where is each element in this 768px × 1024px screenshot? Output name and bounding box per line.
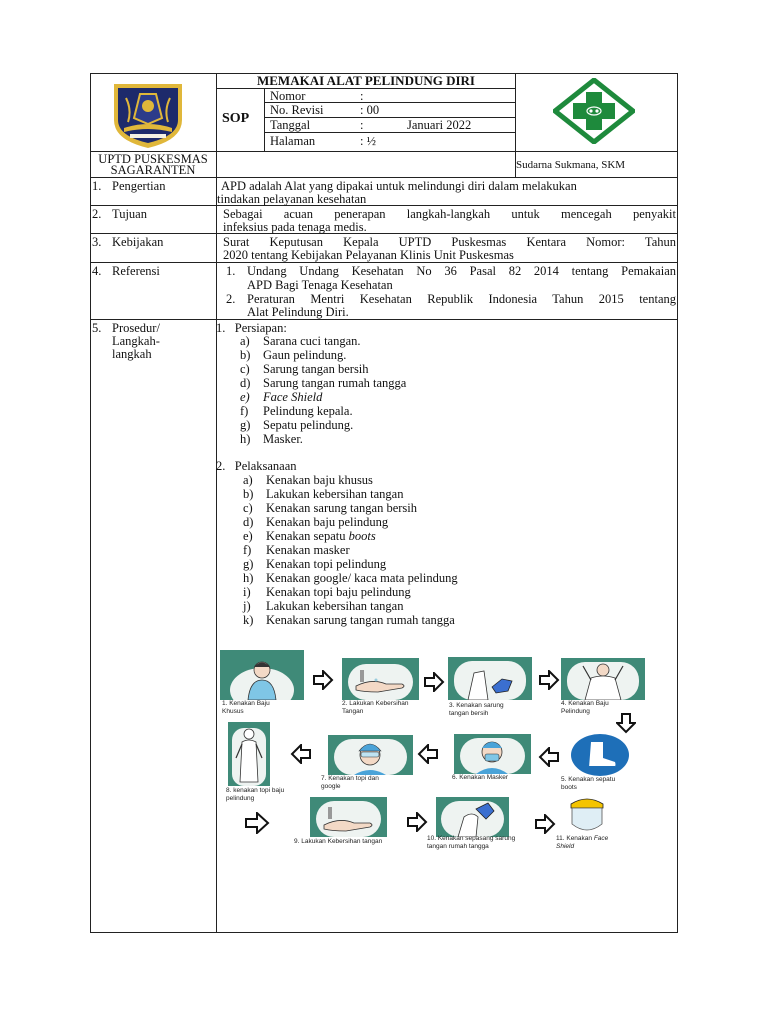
list-item: Sarung tangan rumah tangga (263, 376, 407, 390)
row-pengertian-text1: APD adalah Alat yang dipakai untuk melindungi diri dalam melakukan (221, 179, 577, 193)
row-tujuan-num: 2. (92, 207, 102, 221)
step-10-caption: 10. Kenakan sepasang sarung tangan rumah tangga (427, 835, 516, 850)
list-item: Sarung tangan bersih (263, 362, 369, 376)
list-item: b) (240, 348, 251, 362)
list-item: g) (240, 418, 251, 432)
org-name-line1: UPTD PUSKESMAS (98, 152, 208, 166)
hand-washing-icon (310, 797, 387, 837)
step-3-image (448, 657, 532, 700)
left-arrow-icon (538, 747, 560, 767)
list-item: Kenakan google/ kaca mata pelindung (266, 571, 458, 585)
row-kebijakan-num: 3. (92, 235, 102, 249)
left-arrow-icon (417, 744, 439, 764)
right-logo (553, 78, 635, 144)
list-item: Masker. (263, 432, 303, 446)
field-tanggal-label: Tanggal (270, 118, 311, 132)
down-arrow-icon (616, 712, 636, 734)
list-item: Kenakan masker (266, 543, 350, 557)
protective-gown-icon (561, 658, 645, 700)
step-6-caption: 6. Kenakan Masker (452, 774, 509, 781)
referensi-item-2-text2: Alat Pelindung Diri. (247, 305, 349, 319)
list-item: Face Shield (263, 390, 323, 404)
referensi-item-1-num: 1. (226, 264, 236, 278)
step-2-caption: 2. Lakukan Kebersihan Tangan (342, 700, 409, 715)
field-tanggal-sep: : (360, 118, 364, 132)
list-item: Gaun pelindung. (263, 348, 347, 362)
row-tujuan-label: Tujuan (112, 207, 147, 221)
list-item: c) (240, 362, 250, 376)
list-item: i) (243, 585, 251, 599)
org-name-line2: SAGARANTEN (110, 163, 196, 177)
row-tujuan-text1: Sebagai acuan penerapan langkah-langkah untuk mencegah penyakit (223, 207, 676, 221)
cap-goggles-icon (328, 735, 413, 775)
list-item: f) (243, 543, 252, 557)
list-item: a) (243, 473, 253, 487)
list-item: Sarana cuci tangan. (263, 334, 361, 348)
step-8-caption: 8. kenakan topi baju pelindung (226, 787, 285, 802)
right-arrow-icon (312, 670, 334, 690)
field-halaman-sep: : ½ (360, 134, 376, 148)
row-prosedur-label-3: langkah (112, 347, 152, 361)
row-referensi-num: 4. (92, 264, 102, 278)
list-item: Kenakan sepatu boots (266, 529, 376, 543)
full-ppe-person-icon (228, 722, 270, 786)
list-item: Pelindung kepala. (263, 404, 353, 418)
step-8-image (228, 722, 270, 786)
step-4-caption: 4. Kenakan Baju Pelindung (561, 700, 609, 715)
list-item: a) (240, 334, 250, 348)
step-1-caption: 1. Kenakan Baju Khusus (222, 700, 270, 715)
right-arrow-icon (423, 672, 445, 692)
list-item: Kenakan sarung tangan bersih (266, 501, 417, 515)
right-arrow-icon (244, 812, 270, 834)
regency-crest-icon (110, 80, 186, 150)
referensi-item-1-text2: APD Bagi Tenaga Kesehatan (247, 278, 393, 292)
left-arrow-icon (290, 744, 312, 764)
row-prosedur-num: 5. (92, 321, 102, 335)
step-5-caption: 5. Kenakan sepatu boots (561, 776, 616, 791)
list-item: e) (243, 529, 253, 543)
step-9-image (310, 797, 387, 837)
step-6-image (454, 734, 531, 774)
heavy-gloves-icon (436, 797, 509, 837)
row-tujuan-text2: infeksius pada tenaga medis. (223, 220, 367, 234)
row-kebijakan-text1: Surat Keputusan Kepala UPTD Puskesmas Kentara Nomor: Tahun (223, 235, 676, 249)
list-item: Sepatu pelindung. (263, 418, 354, 432)
list-item: f) (240, 404, 249, 418)
row-pengertian-num: 1. (92, 179, 102, 193)
list-item: Lakukan kebersihan tangan (266, 599, 404, 613)
pelaksanaan-title: 2. Pelaksanaan (216, 459, 297, 473)
row-prosedur-label-1: Prosedur/ (112, 321, 160, 335)
list-item: Lakukan kebersihan tangan (266, 487, 404, 501)
step-4-image (561, 658, 645, 700)
list-item: Kenakan topi baju pelindung (266, 585, 411, 599)
step-1-image (220, 650, 304, 700)
field-nomor-label: Nomor (270, 89, 306, 103)
list-item: Kenakan sarung tangan rumah tangga (266, 613, 455, 627)
list-item: e) (240, 390, 250, 404)
boot-icon (571, 734, 629, 776)
list-item: k) (243, 613, 254, 627)
row-referensi-label: Referensi (112, 264, 160, 278)
hand-washing-icon (342, 658, 419, 700)
gloves-icon (448, 657, 532, 700)
field-nomor-sep: : (360, 89, 364, 103)
referensi-item-1-text1: Undang Undang Kesehatan No 36 Pasal 82 2014 tentang Pemakaian (247, 264, 676, 278)
persiapan-title: 1. Persiapan: (216, 321, 287, 335)
list-item: j) (243, 599, 251, 613)
list-item: d) (240, 376, 251, 390)
document-title: MEMAKAI ALAT PELINDUNG DIRI (256, 73, 475, 88)
step-3-caption: 3. Kenakan sarung tangan bersih (449, 702, 504, 717)
referensi-item-2-text1: Peraturan Mentri Kesehatan Republik Indonesia Tahun 2015 tentang (247, 292, 676, 306)
left-logo (110, 80, 186, 150)
list-item: c) (243, 501, 253, 515)
right-arrow-icon (406, 812, 428, 832)
step-11-caption: 11. Kenakan Face Shield (556, 835, 609, 850)
right-arrow-icon (538, 670, 560, 690)
step-7-image (328, 735, 413, 775)
row-pengertian-text2: tindakan pelayanan kesehatan (217, 192, 367, 206)
row-kebijakan-label: Kebijakan (112, 235, 164, 249)
list-item: h) (243, 571, 254, 585)
puskesmas-cross-logo-icon (553, 78, 635, 144)
step-10-image (436, 797, 509, 837)
list-item: d) (243, 515, 254, 529)
referensi-item-2-num: 2. (226, 292, 236, 306)
field-revisi-label: No. Revisi (270, 103, 324, 117)
field-revisi-sep: : 00 (360, 103, 380, 117)
row-prosedur-label-2: Langkah- (112, 334, 160, 348)
field-tanggal-value: Januari 2022 (407, 118, 472, 132)
face-shield-icon (567, 796, 607, 834)
person-in-uniform-icon (220, 650, 304, 700)
list-item: Kenakan baju khusus (266, 473, 373, 487)
list-item: Kenakan baju pelindung (266, 515, 389, 529)
step-5-image (571, 734, 629, 776)
step-7-caption: 7. Kenakan topi dan google (321, 775, 379, 790)
list-item: Kenakan topi pelindung (266, 557, 387, 571)
sop-label: SOP (222, 111, 250, 126)
mask-person-icon (454, 734, 531, 774)
right-arrow-icon (534, 814, 556, 834)
step-11-image (567, 796, 607, 834)
step-9-caption: 9. Lakukan Kebersihan tangan (294, 838, 383, 845)
row-kebijakan-text2: 2020 tentang Kebijakan Pelayanan Klinis Unit Puskesmas (223, 248, 514, 262)
list-item: b) (243, 487, 254, 501)
step-2-image (342, 658, 419, 700)
list-item: g) (243, 557, 254, 571)
signer-name: Sudarna Sukmana, SKM (516, 159, 626, 171)
row-pengertian-label: Pengertian (112, 179, 166, 193)
field-halaman-label: Halaman (270, 134, 316, 148)
list-item: h) (240, 432, 251, 446)
